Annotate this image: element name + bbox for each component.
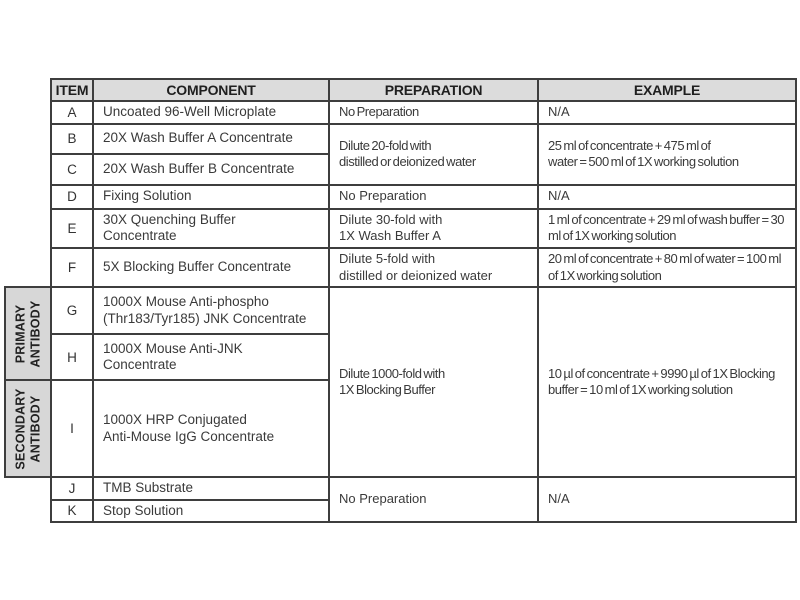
- example-text: 1 ml of concentrate + 29 ml of wash buffer = 30: [548, 211, 785, 227]
- example-cell-bc: [538, 124, 796, 185]
- item-cell-e: E: [51, 209, 93, 248]
- spacer-cell: [5, 185, 51, 209]
- spacer-cell: [5, 248, 51, 287]
- component-text: 1000X Mouse Anti-JNK: [103, 340, 243, 356]
- header-preparation: PREPARATION: [329, 79, 538, 101]
- preparation-text: Dilute 30-fold with: [339, 211, 443, 227]
- example-cell-jk: [538, 477, 796, 522]
- item-cell-d: D: [51, 185, 93, 209]
- item-cell-f: F: [51, 248, 93, 287]
- component-cell-h: [93, 334, 329, 380]
- example-text: N/A: [548, 491, 570, 507]
- example-cell-f: [538, 248, 796, 287]
- table-row-e: [5, 209, 796, 248]
- components-table: [4, 78, 797, 523]
- component-text: Concentrate: [103, 228, 177, 244]
- spacer-cell: [5, 209, 51, 248]
- preparation-text: Dilute 20-fold with: [339, 137, 432, 153]
- component-text: 30X Quenching Buffer: [103, 211, 236, 227]
- component-text: (Thr183/Tyr185) JNK Concentrate: [103, 310, 307, 326]
- component-cell-k: [93, 500, 329, 522]
- example-cell-d: [538, 185, 796, 209]
- spacer-cell: [5, 500, 51, 522]
- component-cell-j: [93, 477, 329, 499]
- item-cell-b: B: [51, 124, 93, 154]
- table-row-f: [5, 248, 796, 287]
- secondary-antibody-label: SECONDARY ANTIBODY: [13, 388, 42, 470]
- component-text: 1000X Mouse Anti-phospho: [103, 294, 269, 310]
- spacer-cell: [5, 124, 51, 154]
- example-text: 20 ml of concentrate + 80 ml of water = 100 ml: [548, 250, 782, 266]
- preparation-text: distilled or deionized water: [339, 154, 476, 170]
- spacer-cell: [5, 477, 51, 499]
- preparation-cell-f: [329, 248, 538, 287]
- example-text: ml of 1X working solution: [548, 228, 677, 244]
- table-row-b: [5, 124, 796, 154]
- example-text: 25 ml of concentrate + 475 ml of: [548, 137, 711, 153]
- example-cell-a: [538, 101, 796, 124]
- component-text: TMB Substrate: [103, 480, 194, 496]
- example-cell-e: [538, 209, 796, 248]
- preparation-text: No Preparation: [339, 104, 419, 119]
- example-text: of 1X working solution: [548, 267, 662, 283]
- preparation-cell-e: [329, 209, 538, 248]
- example-text: N/A: [548, 104, 570, 119]
- component-text: 5X Blocking Buffer Concentrate: [103, 259, 292, 275]
- example-cell-ghi: [538, 287, 796, 477]
- table-row-d: [5, 185, 796, 209]
- item-cell-c: C: [51, 154, 93, 185]
- example-text: buffer = 10 ml of 1X working solution: [548, 382, 733, 398]
- component-text: Stop Solution: [103, 502, 184, 518]
- example-text: 10 µl of concentrate + 9990 µl of 1X Blocking: [548, 365, 775, 381]
- table-row-a: [5, 101, 796, 124]
- preparation-text: Dilute 5-fold with: [339, 250, 436, 266]
- spacer-cell: [5, 101, 51, 124]
- item-cell-i: I: [51, 380, 93, 477]
- table-row-j: [5, 477, 796, 499]
- component-cell-e: [93, 209, 329, 248]
- item-cell-j: J: [51, 477, 93, 499]
- item-cell-a: A: [51, 101, 93, 124]
- table-row-g: [5, 287, 796, 334]
- preparation-cell-a: [329, 101, 538, 124]
- side-label-primary-antibody: [5, 287, 51, 380]
- example-text: water = 500 ml of 1X working solution: [548, 154, 739, 170]
- component-text: Fixing Solution: [103, 188, 192, 204]
- preparation-text: Dilute 1000-fold with: [339, 365, 445, 381]
- example-text: N/A: [548, 188, 570, 204]
- header-row: [5, 79, 796, 101]
- item-cell-k: K: [51, 500, 93, 522]
- item-cell-g: G: [51, 287, 93, 334]
- component-cell-f: [93, 248, 329, 287]
- preparation-text: 1X Wash Buffer A: [339, 228, 441, 244]
- spacer-cell: [5, 154, 51, 185]
- component-cell-g: [93, 287, 329, 334]
- component-text: 20X Wash Buffer B Concentrate: [103, 160, 295, 176]
- component-text: 20X Wash Buffer A Concentrate: [103, 130, 293, 146]
- preparation-cell-ghi: [329, 287, 538, 477]
- preparation-cell-jk: [329, 477, 538, 522]
- header-component: COMPONENT: [93, 79, 329, 101]
- component-cell-c: [93, 154, 329, 185]
- item-cell-h: H: [51, 334, 93, 380]
- preparation-text: No Preparation: [339, 491, 427, 507]
- preparation-text: distilled or deionized water: [339, 267, 493, 283]
- header-example: EXAMPLE: [538, 79, 796, 101]
- component-cell-b: [93, 124, 329, 154]
- side-label-secondary-antibody: [5, 380, 51, 477]
- preparation-text: No Preparation: [339, 188, 427, 204]
- component-text: Concentrate: [103, 357, 177, 373]
- component-cell-a: [93, 101, 329, 124]
- component-cell-i: [93, 380, 329, 477]
- primary-antibody-label: PRIMARY ANTIBODY: [13, 300, 42, 368]
- header-item: ITEM: [51, 79, 93, 101]
- preparation-text: 1X Blocking Buffer: [339, 382, 436, 398]
- component-text: Anti-Mouse IgG Concentrate: [103, 428, 275, 444]
- preparation-cell-bc: [329, 124, 538, 185]
- component-cell-d: [93, 185, 329, 209]
- component-text: Uncoated 96-Well Microplate: [103, 104, 277, 120]
- preparation-cell-d: [329, 185, 538, 209]
- spacer-cell: [5, 79, 51, 101]
- component-text: 1000X HRP Conjugated: [103, 412, 247, 428]
